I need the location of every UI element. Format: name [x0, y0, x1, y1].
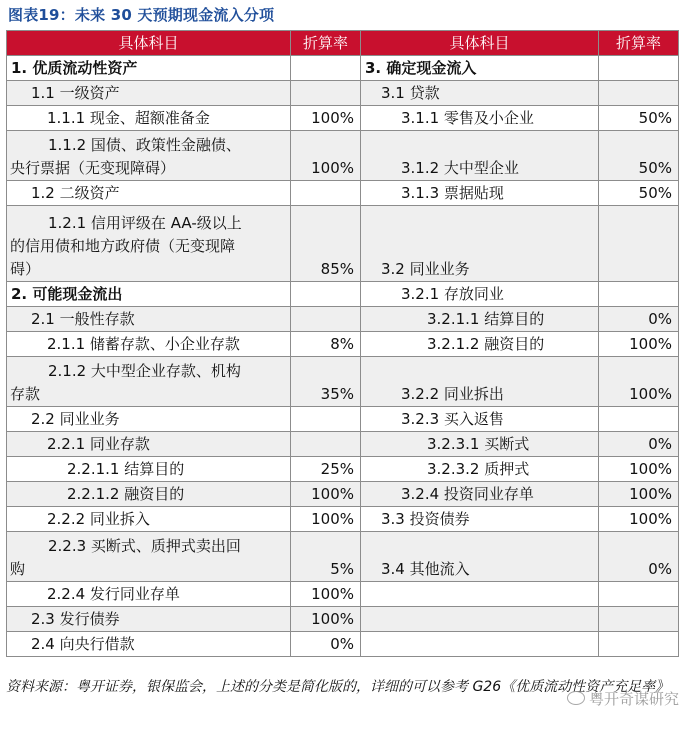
right-rate: 50%	[599, 181, 679, 206]
header-left-rate: 折算率	[291, 31, 361, 56]
left-rate: 100%	[291, 482, 361, 507]
right-rate: 50%	[599, 131, 679, 181]
left-item-line: 碍）	[10, 260, 41, 278]
right-rate: 100%	[599, 482, 679, 507]
left-rate: 5%	[291, 532, 361, 582]
right-rate: 100%	[599, 332, 679, 357]
left-rate: 100%	[291, 582, 361, 607]
left-rate: 0%	[291, 632, 361, 657]
left-rate: 8%	[291, 332, 361, 357]
right-item: 3.2.1 存放同业	[361, 282, 599, 307]
left-item: 2.2.1 同业存款	[7, 432, 291, 457]
left-rate: 100%	[291, 131, 361, 181]
left-rate: 100%	[291, 507, 361, 532]
left-rate: 85%	[291, 206, 361, 282]
right-item: 3.2.1.2 融资目的	[361, 332, 599, 357]
left-item-line: 购	[10, 560, 26, 578]
right-item: 3. 确定现金流入	[361, 56, 599, 81]
left-item: 2. 可能现金流出	[7, 282, 291, 307]
table-row	[7, 532, 679, 582]
right-item	[361, 607, 599, 632]
right-item: 3.2.3.2 质押式	[361, 457, 599, 482]
left-rate	[291, 307, 361, 332]
right-item: 3.1 贷款	[361, 81, 599, 106]
table-row	[7, 106, 679, 131]
left-rate	[291, 282, 361, 307]
left-rate	[291, 181, 361, 206]
left-item: 2.4 向央行借款	[7, 632, 291, 657]
wechat-icon	[567, 691, 585, 705]
left-item: 2.2.4 发行同业存单	[7, 582, 291, 607]
right-item: 3.2.3.1 买断式	[361, 432, 599, 457]
left-rate: 25%	[291, 457, 361, 482]
left-item-line: 2.1.2 大中型企业存款、机构	[48, 362, 241, 380]
right-item: 3.1.2 大中型企业	[361, 131, 599, 181]
left-item-line: 1.1.2 国债、政策性金融债、	[48, 136, 241, 154]
table-row	[7, 332, 679, 357]
right-rate: 100%	[599, 457, 679, 482]
right-rate	[599, 582, 679, 607]
source-note: 资料来源：粤开证券，银保监会，上述的分类是简化版的，详细的可以参考 G26《优质流动性资产充足率》	[6, 679, 670, 695]
left-rate	[291, 81, 361, 106]
right-rate	[599, 206, 679, 282]
right-item: 3.1.1 零售及小企业	[361, 106, 599, 131]
left-item-line: 1.2.1 信用评级在 AA-级以上	[48, 214, 242, 232]
right-item: 3.2.1.1 结算目的	[361, 307, 599, 332]
left-item: 1.1.1 现金、超额准备金	[7, 106, 291, 131]
table-row	[7, 307, 679, 332]
table-row	[7, 131, 679, 181]
left-item-line: 存款	[10, 385, 41, 403]
watermark-text: 粤开奇谋研究	[588, 690, 679, 708]
cash-inflow-table	[6, 30, 679, 657]
right-item: 3.2 同业业务	[361, 206, 599, 282]
table-row	[7, 357, 679, 407]
right-rate: 100%	[599, 357, 679, 407]
left-item: 2.1.1 储蓄存款、小企业存款	[7, 332, 291, 357]
table-row	[7, 56, 679, 81]
table-row	[7, 607, 679, 632]
table-row	[7, 282, 679, 307]
left-item: 2.2.2 同业拆入	[7, 507, 291, 532]
right-rate	[599, 407, 679, 432]
table-row	[7, 432, 679, 457]
left-item-line: 央行票据（无变现障碍）	[10, 159, 176, 177]
figure-title: 图表19：未来 30 天预期现金流入分项	[8, 6, 275, 24]
right-item: 3.2.3 买入返售	[361, 407, 599, 432]
header-right-rate: 折算率	[599, 31, 679, 56]
right-rate	[599, 607, 679, 632]
left-rate	[291, 56, 361, 81]
header-left-item: 具体科目	[7, 31, 291, 56]
left-item	[7, 131, 291, 181]
right-rate	[599, 56, 679, 81]
right-rate	[599, 282, 679, 307]
watermark	[567, 688, 679, 709]
left-item-line: 2.2.3 买断式、质押式卖出回	[48, 537, 241, 555]
table-row	[7, 482, 679, 507]
left-item	[7, 532, 291, 582]
left-item	[7, 357, 291, 407]
right-rate: 0%	[599, 532, 679, 582]
right-item	[361, 582, 599, 607]
table-row	[7, 81, 679, 106]
table-row	[7, 181, 679, 206]
left-rate: 100%	[291, 607, 361, 632]
table-row	[7, 407, 679, 432]
right-rate: 0%	[599, 432, 679, 457]
left-item: 2.1 一般性存款	[7, 307, 291, 332]
left-item: 1.2 二级资产	[7, 181, 291, 206]
right-rate	[599, 81, 679, 106]
right-rate: 0%	[599, 307, 679, 332]
right-rate: 100%	[599, 507, 679, 532]
right-item: 3.4 其他流入	[361, 532, 599, 582]
left-item: 2.3 发行债券	[7, 607, 291, 632]
table-row	[7, 457, 679, 482]
left-rate: 35%	[291, 357, 361, 407]
left-rate	[291, 407, 361, 432]
header-right-item: 具体科目	[361, 31, 599, 56]
right-item: 3.2.2 同业拆出	[361, 357, 599, 407]
table-row	[7, 582, 679, 607]
right-item	[361, 632, 599, 657]
table-row	[7, 632, 679, 657]
table-header-row	[7, 31, 679, 56]
left-rate: 100%	[291, 106, 361, 131]
left-item-line: 的信用债和地方政府债（无变现障	[10, 237, 236, 255]
table-row	[7, 507, 679, 532]
table-row	[7, 206, 679, 282]
right-item: 3.1.3 票据贴现	[361, 181, 599, 206]
left-item: 2.2 同业业务	[7, 407, 291, 432]
right-item: 3.2.4 投资同业存单	[361, 482, 599, 507]
right-item: 3.3 投资债券	[361, 507, 599, 532]
right-rate	[599, 632, 679, 657]
left-item: 2.2.1.2 融资目的	[7, 482, 291, 507]
left-item: 2.2.1.1 结算目的	[7, 457, 291, 482]
left-rate	[291, 432, 361, 457]
left-item: 1.1 一级资产	[7, 81, 291, 106]
left-item	[7, 206, 291, 282]
left-item: 1. 优质流动性资产	[7, 56, 291, 81]
right-rate: 50%	[599, 106, 679, 131]
